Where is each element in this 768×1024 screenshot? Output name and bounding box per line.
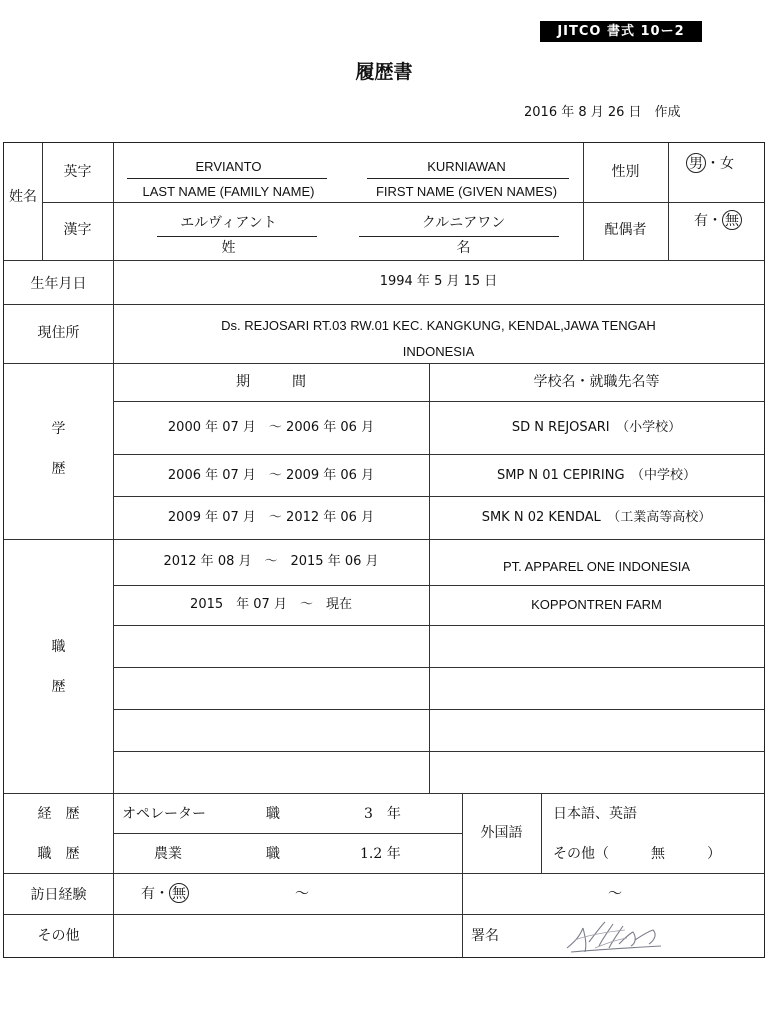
divider <box>668 143 669 260</box>
visit-period-to: ～ <box>608 886 622 902</box>
first-name-caption: FIRST NAME (GIVEN NAMES) <box>375 184 558 199</box>
creation-date: 2016 年 8 月 26 日 作成 <box>524 105 681 120</box>
visit-options: 有・ 無 <box>141 883 189 904</box>
underline <box>157 236 317 237</box>
first-name-value: KURNIAWAN <box>427 159 506 174</box>
period-header: 期 間 <box>236 374 306 390</box>
document-title: 履歴書 <box>355 61 413 83</box>
job1-name: オペレーター <box>122 806 206 822</box>
divider <box>583 202 764 203</box>
education-school: SMP N 01 CEPIRING （中学校） <box>496 468 697 483</box>
job2-shoku: 職 <box>266 846 280 862</box>
gender-male-circled: 男 <box>686 153 706 173</box>
education-school: SMK N 02 KENDAL （工業高等高校） <box>481 510 712 525</box>
divider <box>113 667 764 668</box>
underline <box>359 236 559 237</box>
divider <box>113 496 764 497</box>
divider <box>113 143 114 957</box>
education-label-1: 学 <box>51 421 66 437</box>
shokureki-label: 職 歴 <box>37 846 80 862</box>
last-name-caption: LAST NAME (FAMILY NAME) <box>142 184 315 199</box>
resume-form <box>3 142 765 958</box>
spouse-yes: 有 <box>694 213 708 229</box>
divider <box>541 793 542 873</box>
underline <box>127 178 327 179</box>
visit-period-from: ～ <box>295 886 309 902</box>
job2-years: 1.2 年 <box>360 846 401 862</box>
form-code-badge: JITCO 書式 10ー2 <box>540 21 702 42</box>
work-period: 2012 年 08 月 ～ 2015 年 06 月 <box>163 554 379 569</box>
name-row-label: 姓名 <box>9 189 37 205</box>
last-name-value: ERVIANTO <box>195 159 262 174</box>
spouse-label: 配偶者 <box>604 222 647 238</box>
work-employer: PT. APPAREL ONE INDONESIA <box>502 559 691 574</box>
job1-shoku: 職 <box>266 806 280 822</box>
work-label-2: 歴 <box>51 679 66 695</box>
divider <box>42 143 43 260</box>
language-other: その他（ 無 ） <box>553 846 721 862</box>
signature-label: 署名 <box>471 928 499 944</box>
keireki-label: 経 歴 <box>37 806 80 822</box>
divider <box>583 143 584 260</box>
address-line1: Ds. REJOSARI RT.03 RW.01 KEC. KANGKUNG, KENDAL,JAWA TENGAH <box>221 318 656 333</box>
divider <box>4 363 764 364</box>
address-line2: INDONESIA <box>402 344 475 359</box>
divider <box>4 793 764 794</box>
visit-label: 訪日経験 <box>30 887 87 903</box>
visit-no-circled: 無 <box>169 883 189 903</box>
divider <box>4 539 764 540</box>
divider <box>4 304 764 305</box>
work-label-1: 職 <box>51 639 66 655</box>
kanji-label: 漢字 <box>63 222 92 238</box>
gender-female: 女 <box>720 156 734 172</box>
divider <box>113 833 462 834</box>
divider <box>4 873 764 874</box>
signature-image <box>565 918 665 956</box>
job1-years: 3 年 <box>364 806 401 822</box>
mei-caption: 名 <box>456 240 471 256</box>
language-label: 外国語 <box>480 825 523 841</box>
other-label: その他 <box>37 928 80 944</box>
spouse-no-circled: 無 <box>722 210 742 230</box>
work-employer: KOPPONTREN FARM <box>531 597 662 612</box>
work-period: 2015 年 07 月 ～ 現在 <box>190 597 352 612</box>
divider <box>113 585 764 586</box>
birth-value: 1994 年 5 月 15 日 <box>379 274 498 289</box>
job2-name: 農業 <box>154 846 182 862</box>
divider <box>113 454 764 455</box>
divider <box>4 260 764 261</box>
education-period: 2006 年 07 月 ～ 2009 年 06 月 <box>167 468 375 483</box>
education-label-2: 歴 <box>51 461 66 477</box>
education-school: SD N REJOSARI （小学校） <box>511 420 682 435</box>
first-name-kana: クルニアワン <box>421 215 506 231</box>
last-name-kana: エルヴィアント <box>180 215 277 231</box>
gender-options: 男 ・女 <box>686 153 734 174</box>
underline <box>367 178 569 179</box>
language-value: 日本語、英語 <box>553 806 637 822</box>
sei-caption: 姓 <box>221 240 236 256</box>
divider <box>462 793 463 957</box>
divider <box>113 625 764 626</box>
gender-label: 性別 <box>611 164 640 180</box>
eiji-label: 英字 <box>63 164 92 180</box>
divider <box>113 401 764 402</box>
divider <box>113 751 764 752</box>
school-header: 学校名・就職先名等 <box>533 374 660 390</box>
education-period: 2000 年 07 月 ～ 2006 年 06 月 <box>167 420 375 435</box>
visit-yes: 有 <box>141 886 155 902</box>
address-label: 現住所 <box>37 325 80 341</box>
divider <box>42 202 583 203</box>
birth-label: 生年月日 <box>30 276 87 292</box>
education-period: 2009 年 07 月 ～ 2012 年 06 月 <box>167 510 375 525</box>
spouse-options: 有・ 無 <box>694 210 742 231</box>
divider <box>4 914 764 915</box>
divider <box>113 709 764 710</box>
